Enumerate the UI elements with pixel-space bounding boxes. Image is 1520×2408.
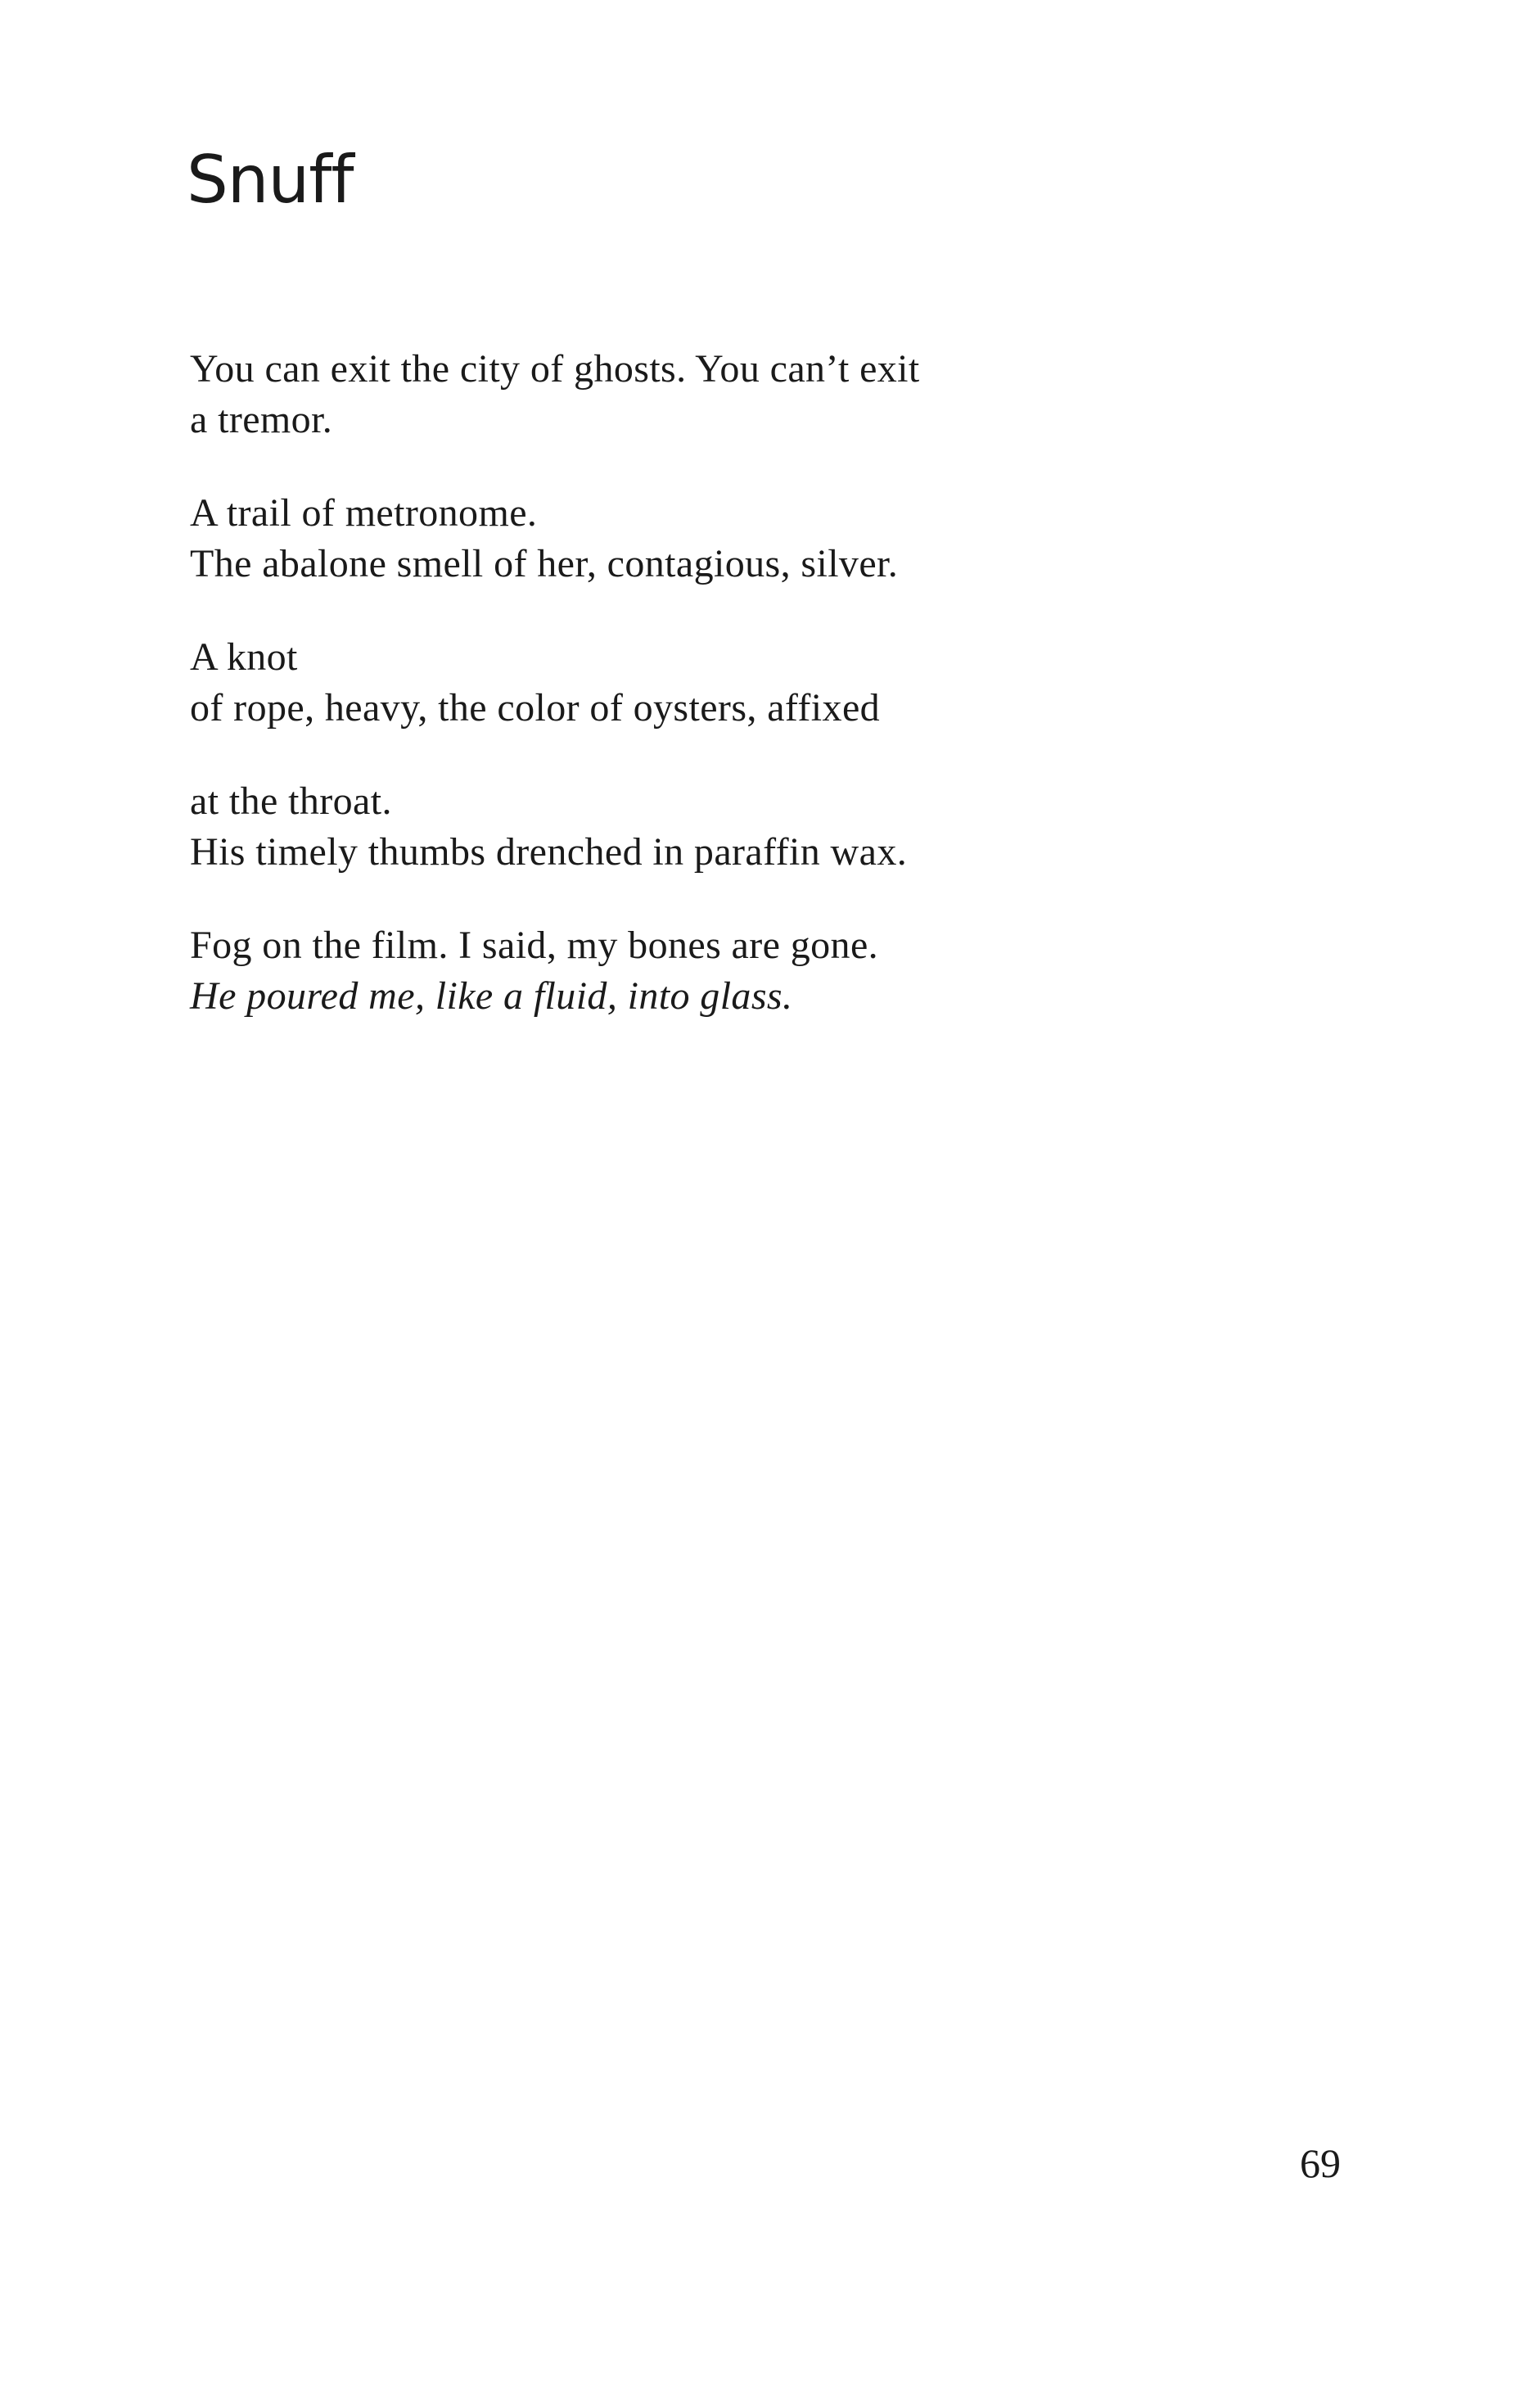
stanza-4 bbox=[190, 776, 1254, 878]
poem-line: Fog on the film. I said, my bones are gone. bbox=[190, 924, 879, 967]
poem-line-italic: He poured me, like a fluid, into glass. bbox=[190, 974, 793, 1018]
poem-line: A trail of metronome. bbox=[190, 491, 538, 535]
poem-line: His timely thumbs drenched in paraffin wax. bbox=[190, 830, 908, 874]
stanza-3 bbox=[190, 632, 1254, 734]
poem-line: at the throat. bbox=[190, 779, 392, 823]
poem-title: Snuff bbox=[187, 142, 354, 218]
poem-line: of rope, heavy, the color of oysters, affixed bbox=[190, 686, 881, 730]
stanza-2 bbox=[190, 488, 1254, 590]
poem-body bbox=[190, 344, 1254, 1064]
poem-line: You can exit the city of ghosts. You can’t exit bbox=[190, 347, 920, 391]
stanza-1 bbox=[190, 344, 1254, 445]
poem-line: The abalone smell of her, contagious, silver. bbox=[190, 542, 899, 585]
poem-line: A knot bbox=[190, 635, 298, 679]
stanza-5 bbox=[190, 920, 1254, 1022]
page-number: 69 bbox=[1300, 2140, 1341, 2186]
poem-line: a tremor. bbox=[190, 398, 333, 441]
